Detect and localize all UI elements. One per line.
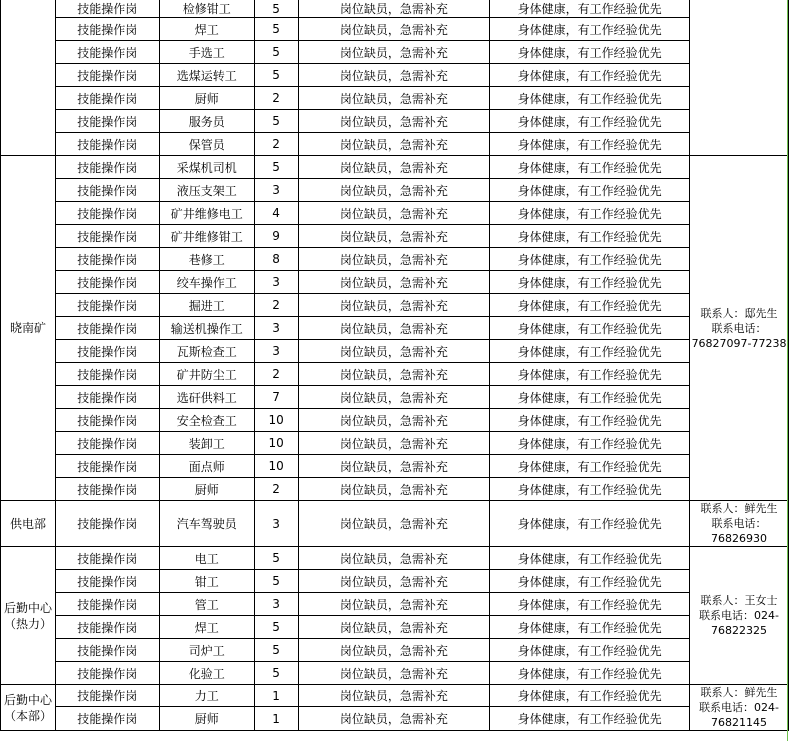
- post-type-cell: 技能操作岗: [55, 64, 159, 87]
- requirement-cell: 身体健康，有工作经验优先: [490, 501, 690, 547]
- post-type-cell: 技能操作岗: [55, 547, 159, 570]
- table-row: [1, 41, 789, 64]
- requirement-cell: 身体健康，有工作经验优先: [490, 87, 690, 110]
- reason-cell: 岗位缺员，急需补充: [298, 225, 490, 248]
- headcount-cell: 10: [254, 455, 298, 478]
- contact-line: 76822325: [711, 624, 768, 637]
- reason-cell: 岗位缺员，急需补充: [298, 432, 490, 455]
- contact-line: 联系电话：024-: [699, 701, 780, 714]
- requirement-cell: 身体健康，有工作经验优先: [490, 0, 690, 18]
- job-title-cell: 采煤机司机: [159, 156, 254, 179]
- reason-cell: 岗位缺员，急需补充: [298, 707, 490, 731]
- job-title-cell: 电工: [159, 547, 254, 570]
- reason-cell: 岗位缺员，急需补充: [298, 271, 490, 294]
- headcount-cell: 3: [254, 501, 298, 547]
- requirement-cell: 身体健康，有工作经验优先: [490, 363, 690, 386]
- job-title-cell: 焊工: [159, 616, 254, 639]
- reason-cell: 岗位缺员，急需补充: [298, 64, 490, 87]
- table-row: [1, 662, 789, 685]
- post-type-cell: 技能操作岗: [55, 478, 159, 501]
- headcount-cell: 3: [254, 271, 298, 294]
- headcount-cell: 4: [254, 202, 298, 225]
- table-row: [1, 225, 789, 248]
- job-title-cell: 矿井维修电工: [159, 202, 254, 225]
- contact-cell: [690, 156, 789, 501]
- post-type-cell: 技能操作岗: [55, 87, 159, 110]
- contact-line: 联系人：鲜先生: [700, 502, 778, 515]
- post-type-cell: 技能操作岗: [55, 501, 159, 547]
- job-title-cell: 厨师: [159, 87, 254, 110]
- table-row: [1, 64, 789, 87]
- job-title-cell: 矿井防尘工: [159, 363, 254, 386]
- reason-cell: 岗位缺员，急需补充: [298, 87, 490, 110]
- requirement-cell: 身体健康，有工作经验优先: [490, 179, 690, 202]
- post-type-cell: 技能操作岗: [55, 0, 159, 18]
- table-row: [1, 593, 789, 616]
- reason-cell: 岗位缺员，急需补充: [298, 202, 490, 225]
- requirement-cell: 身体健康，有工作经验优先: [490, 294, 690, 317]
- headcount-cell: 3: [254, 593, 298, 616]
- reason-cell: 岗位缺员，急需补充: [298, 0, 490, 18]
- post-type-cell: 技能操作岗: [55, 179, 159, 202]
- post-type-cell: 技能操作岗: [55, 110, 159, 133]
- post-type-cell: 技能操作岗: [55, 616, 159, 639]
- headcount-cell: 1: [254, 685, 298, 707]
- post-type-cell: 技能操作岗: [55, 570, 159, 593]
- contact-line: 联系人：邸先生: [700, 306, 778, 320]
- table-row: [1, 110, 789, 133]
- requirement-cell: 身体健康，有工作经验优先: [490, 156, 690, 179]
- reason-cell: 岗位缺员，急需补充: [298, 294, 490, 317]
- headcount-cell: 5: [254, 156, 298, 179]
- job-title-cell: 服务员: [159, 110, 254, 133]
- sheet-gridline: [787, 0, 788, 741]
- contact-line: 联系电话：: [711, 321, 767, 335]
- job-title-cell: 掘进工: [159, 294, 254, 317]
- requirement-cell: 身体健康，有工作经验优先: [490, 202, 690, 225]
- job-title-cell: 矿井维修钳工: [159, 225, 254, 248]
- reason-cell: 岗位缺员，急需补充: [298, 248, 490, 271]
- table-row: [1, 248, 789, 271]
- table-row: [1, 432, 789, 455]
- table-row: [1, 340, 789, 363]
- requirement-cell: 身体健康，有工作经验优先: [490, 133, 690, 156]
- reason-cell: 岗位缺员，急需补充: [298, 110, 490, 133]
- job-title-cell: 瓦斯检查工: [159, 340, 254, 363]
- reason-cell: 岗位缺员，急需补充: [298, 501, 490, 547]
- reason-cell: 岗位缺员，急需补充: [298, 179, 490, 202]
- requirement-cell: 身体健康，有工作经验优先: [490, 616, 690, 639]
- table-row: [1, 707, 789, 731]
- contact-line: 联系电话：: [711, 517, 767, 530]
- post-type-cell: 技能操作岗: [55, 685, 159, 707]
- headcount-cell: 2: [254, 363, 298, 386]
- table-row: [1, 294, 789, 317]
- job-title-cell: 检修钳工: [159, 0, 254, 18]
- reason-cell: 岗位缺员，急需补充: [298, 386, 490, 409]
- unit-name-cell: 供电部: [1, 501, 56, 547]
- reason-cell: 岗位缺员，急需补充: [298, 593, 490, 616]
- reason-cell: 岗位缺员，急需补充: [298, 41, 490, 64]
- requirement-cell: 身体健康，有工作经验优先: [490, 41, 690, 64]
- reason-cell: 岗位缺员，急需补充: [298, 547, 490, 570]
- contact-line: 联系人：王女士: [700, 594, 778, 607]
- job-title-cell: 面点师: [159, 455, 254, 478]
- contact-cell: [690, 501, 789, 547]
- post-type-cell: 技能操作岗: [55, 409, 159, 432]
- reason-cell: 岗位缺员，急需补充: [298, 478, 490, 501]
- requirement-cell: 身体健康，有工作经验优先: [490, 639, 690, 662]
- headcount-cell: 3: [254, 317, 298, 340]
- job-title-cell: 装卸工: [159, 432, 254, 455]
- table-row: [1, 616, 789, 639]
- table-row: [1, 18, 789, 41]
- contact-line: 联系电话：024-: [699, 609, 780, 622]
- job-title-cell: 焊工: [159, 18, 254, 41]
- job-title-cell: 钳工: [159, 570, 254, 593]
- job-title-cell: 输送机操作工: [159, 317, 254, 340]
- table-row: [1, 271, 789, 294]
- post-type-cell: 技能操作岗: [55, 707, 159, 731]
- reason-cell: 岗位缺员，急需补充: [298, 363, 490, 386]
- table-row: [1, 87, 789, 110]
- post-type-cell: 技能操作岗: [55, 133, 159, 156]
- unit-name-cell: [1, 0, 56, 156]
- table-row: [1, 570, 789, 593]
- reason-cell: 岗位缺员，急需补充: [298, 662, 490, 685]
- unit-name-cell: 后勤中心 （热力）: [1, 547, 56, 685]
- contact-line: 76821145: [711, 716, 768, 729]
- job-title-cell: 保管员: [159, 133, 254, 156]
- requirement-cell: 身体健康，有工作经验优先: [490, 662, 690, 685]
- post-type-cell: 技能操作岗: [55, 41, 159, 64]
- requirement-cell: 身体健康，有工作经验优先: [490, 547, 690, 570]
- headcount-cell: 5: [254, 41, 298, 64]
- headcount-cell: 3: [254, 340, 298, 363]
- reason-cell: 岗位缺员，急需补充: [298, 18, 490, 41]
- job-title-cell: 选矸供料工: [159, 386, 254, 409]
- requirement-cell: 身体健康，有工作经验优先: [490, 593, 690, 616]
- headcount-cell: 5: [254, 570, 298, 593]
- requirement-cell: 身体健康，有工作经验优先: [490, 64, 690, 87]
- post-type-cell: 技能操作岗: [55, 340, 159, 363]
- contact-cell: [690, 0, 789, 156]
- table-row: [1, 317, 789, 340]
- post-type-cell: 技能操作岗: [55, 225, 159, 248]
- table-row: [1, 501, 789, 547]
- table-row: [1, 685, 789, 707]
- table-row: [1, 0, 789, 18]
- reason-cell: 岗位缺员，急需补充: [298, 317, 490, 340]
- post-type-cell: 技能操作岗: [55, 593, 159, 616]
- job-title-cell: 管工: [159, 593, 254, 616]
- requirement-cell: 身体健康，有工作经验优先: [490, 18, 690, 41]
- post-type-cell: 技能操作岗: [55, 662, 159, 685]
- post-type-cell: 技能操作岗: [55, 156, 159, 179]
- requirement-cell: 身体健康，有工作经验优先: [490, 386, 690, 409]
- reason-cell: 岗位缺员，急需补充: [298, 616, 490, 639]
- headcount-cell: 7: [254, 386, 298, 409]
- headcount-cell: 2: [254, 478, 298, 501]
- requirement-cell: 身体健康，有工作经验优先: [490, 685, 690, 707]
- headcount-cell: 8: [254, 248, 298, 271]
- requirement-cell: 身体健康，有工作经验优先: [490, 570, 690, 593]
- post-type-cell: 技能操作岗: [55, 271, 159, 294]
- reason-cell: 岗位缺员，急需补充: [298, 340, 490, 363]
- table-row: [1, 478, 789, 501]
- unit-name-cell: 晓南矿: [1, 156, 56, 501]
- table-row: [1, 202, 789, 225]
- table-row: [1, 547, 789, 570]
- headcount-cell: 10: [254, 409, 298, 432]
- requirement-cell: 身体健康，有工作经验优先: [490, 409, 690, 432]
- post-type-cell: 技能操作岗: [55, 294, 159, 317]
- requirement-cell: 身体健康，有工作经验优先: [490, 110, 690, 133]
- requirement-cell: 身体健康，有工作经验优先: [490, 317, 690, 340]
- table-row: [1, 363, 789, 386]
- headcount-cell: 10: [254, 432, 298, 455]
- reason-cell: 岗位缺员，急需补充: [298, 455, 490, 478]
- contact-line: 联系人：鲜先生: [700, 686, 778, 699]
- job-title-cell: 化验工: [159, 662, 254, 685]
- requirement-cell: 身体健康，有工作经验优先: [490, 455, 690, 478]
- headcount-cell: 5: [254, 616, 298, 639]
- job-title-cell: 厨师: [159, 478, 254, 501]
- requirement-cell: 身体健康，有工作经验优先: [490, 248, 690, 271]
- post-type-cell: 技能操作岗: [55, 248, 159, 271]
- job-title-cell: 绞车操作工: [159, 271, 254, 294]
- reason-cell: 岗位缺员，急需补充: [298, 570, 490, 593]
- requirement-cell: 身体健康，有工作经验优先: [490, 340, 690, 363]
- headcount-cell: 5: [254, 0, 298, 18]
- table-row: [1, 386, 789, 409]
- headcount-cell: 2: [254, 133, 298, 156]
- post-type-cell: 技能操作岗: [55, 386, 159, 409]
- reason-cell: 岗位缺员，急需补充: [298, 639, 490, 662]
- requirement-cell: 身体健康，有工作经验优先: [490, 225, 690, 248]
- post-type-cell: 技能操作岗: [55, 363, 159, 386]
- headcount-cell: 5: [254, 18, 298, 41]
- post-type-cell: 技能操作岗: [55, 18, 159, 41]
- headcount-cell: 5: [254, 547, 298, 570]
- table-row: [1, 179, 789, 202]
- contact-cell: [690, 547, 789, 685]
- requirement-cell: 身体健康，有工作经验优先: [490, 478, 690, 501]
- unit-name-cell: 后勤中心 （本部）: [1, 685, 56, 731]
- requirement-cell: 身体健康，有工作经验优先: [490, 271, 690, 294]
- table-row: [1, 156, 789, 179]
- headcount-cell: 2: [254, 87, 298, 110]
- table-row: [1, 455, 789, 478]
- post-type-cell: 技能操作岗: [55, 432, 159, 455]
- headcount-cell: 5: [254, 110, 298, 133]
- job-title-cell: 司炉工: [159, 639, 254, 662]
- headcount-cell: 9: [254, 225, 298, 248]
- reason-cell: 岗位缺员，急需补充: [298, 409, 490, 432]
- job-title-cell: 安全检查工: [159, 409, 254, 432]
- headcount-cell: 2: [254, 294, 298, 317]
- post-type-cell: 技能操作岗: [55, 317, 159, 340]
- post-type-cell: 技能操作岗: [55, 202, 159, 225]
- post-type-cell: 技能操作岗: [55, 455, 159, 478]
- headcount-cell: 5: [254, 639, 298, 662]
- reason-cell: 岗位缺员，急需补充: [298, 133, 490, 156]
- requirement-cell: 身体健康，有工作经验优先: [490, 432, 690, 455]
- headcount-cell: 5: [254, 662, 298, 685]
- reason-cell: 岗位缺员，急需补充: [298, 685, 490, 707]
- contact-line: 76827097-77238: [691, 336, 787, 350]
- headcount-cell: 3: [254, 179, 298, 202]
- job-title-cell: 巷修工: [159, 248, 254, 271]
- job-title-cell: 力工: [159, 685, 254, 707]
- contact-line: 76826930: [711, 532, 768, 545]
- reason-cell: 岗位缺员，急需补充: [298, 156, 490, 179]
- job-title-cell: 汽车驾驶员: [159, 501, 254, 547]
- headcount-cell: 1: [254, 707, 298, 731]
- table-row: [1, 639, 789, 662]
- job-title-cell: 选煤运转工: [159, 64, 254, 87]
- job-title-cell: 厨师: [159, 707, 254, 731]
- job-title-cell: 手选工: [159, 41, 254, 64]
- headcount-cell: 5: [254, 64, 298, 87]
- post-type-cell: 技能操作岗: [55, 639, 159, 662]
- job-title-cell: 液压支架工: [159, 179, 254, 202]
- table-row: [1, 133, 789, 156]
- contact-cell: [690, 685, 789, 731]
- table-row: [1, 409, 789, 432]
- requirement-cell: 身体健康，有工作经验优先: [490, 707, 690, 731]
